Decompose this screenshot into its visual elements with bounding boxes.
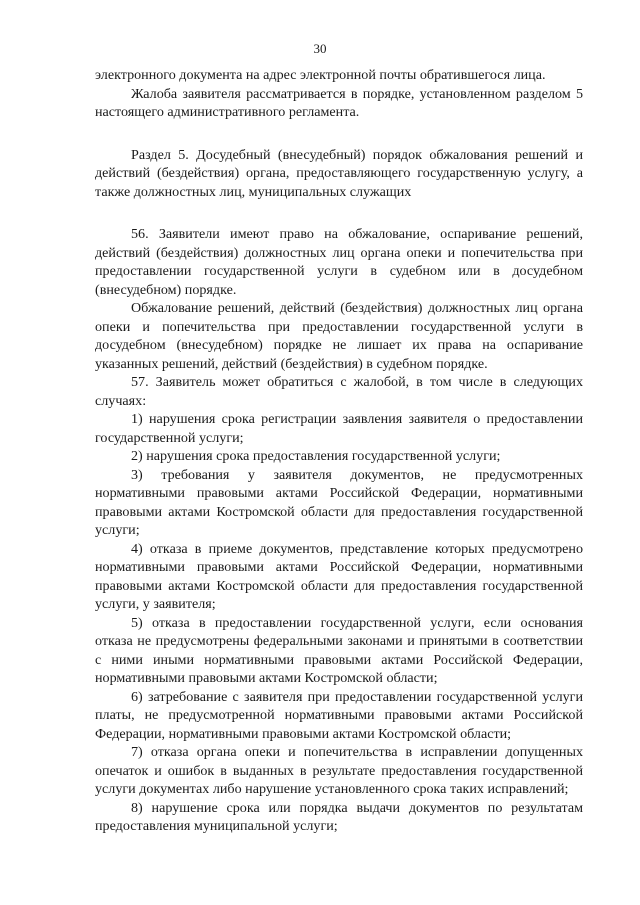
list-item-4: 4) отказа в приеме документов, представление которых предусмотрено нормативными правовыми актами Российской Федерации, нормативными правовыми актами Костромской области для предоставления государственной услуги, у заявителя; (95, 540, 583, 612)
section-5-heading: Раздел 5. Досудебный (внесудебный) порядок обжалования решений и действий (бездействия) органа, предоставляющего государственную услугу, а также должностных лиц, муниципальных служащих (95, 146, 583, 200)
page-number: 30 (313, 41, 327, 56)
paragraph-56-appeal: Обжалование решений, действий (бездействия) должностных лиц органа опеки и попечительства при предоставлении государственной услуги в досудебном (внесудебном) порядке не лишает их права на оспаривание указанных решений, действий (бездействия) в судебном порядке. (95, 300, 583, 372)
paragraph-57: 57. Заявитель может обратиться с жалобой, в том числе в следующих случаях: (95, 374, 583, 409)
list-item-6: 6) затребование с заявителя при предоставлении государственной услуги платы, не предусмотренной нормативными правовыми актами Российской Федерации, нормативными правовыми актами Костромской области; (95, 688, 583, 742)
list-item-5: 5) отказа в предоставлении государственной услуги, если основания отказа не предусмотрены федеральными законами и принятыми в соответствии с ними иными нормативными правовыми актами Российской Федерации, нормативными правовыми актами Костромской области; (95, 614, 583, 686)
paragraph-56: 56. Заявители имеют право на обжалование, оспаривание решений, действий (бездействия) должностных лиц органа опеки и попечительства при предоставлении государственной услуги в судебном или в досудебном (внесудебном) порядке. (95, 226, 583, 298)
list-item-7: 7) отказа органа опеки и попечительства в исправлении допущенных опечаток и ошибок в выданных в результате предоставления государственной услуги документах либо нарушение установленного срока таких исправлений; (95, 744, 583, 797)
paragraph-continuation: электронного документа на адрес электронной почты обратившегося лица. (95, 67, 546, 83)
list-item-8: 8) нарушение срока или порядка выдачи документов по результатам предоставления муниципальной услуги; (95, 799, 583, 834)
document-body (95, 66, 583, 836)
list-item-2: 2) нарушения срока предоставления государственной услуги; (131, 448, 501, 464)
list-item-3: 3) требования у заявителя документов, не предусмотренных нормативными правовыми актами Российской Федерации, нормативными правовыми актами Костромской области для предоставления государственной услуги; (95, 466, 583, 538)
paragraph-complaint-note: Жалоба заявителя рассматривается в порядке, установленном разделом 5 настоящего административного регламента. (95, 85, 583, 120)
list-item-1: 1) нарушения срока регистрации заявления заявителя о предоставлении государственной услуги; (95, 411, 583, 446)
